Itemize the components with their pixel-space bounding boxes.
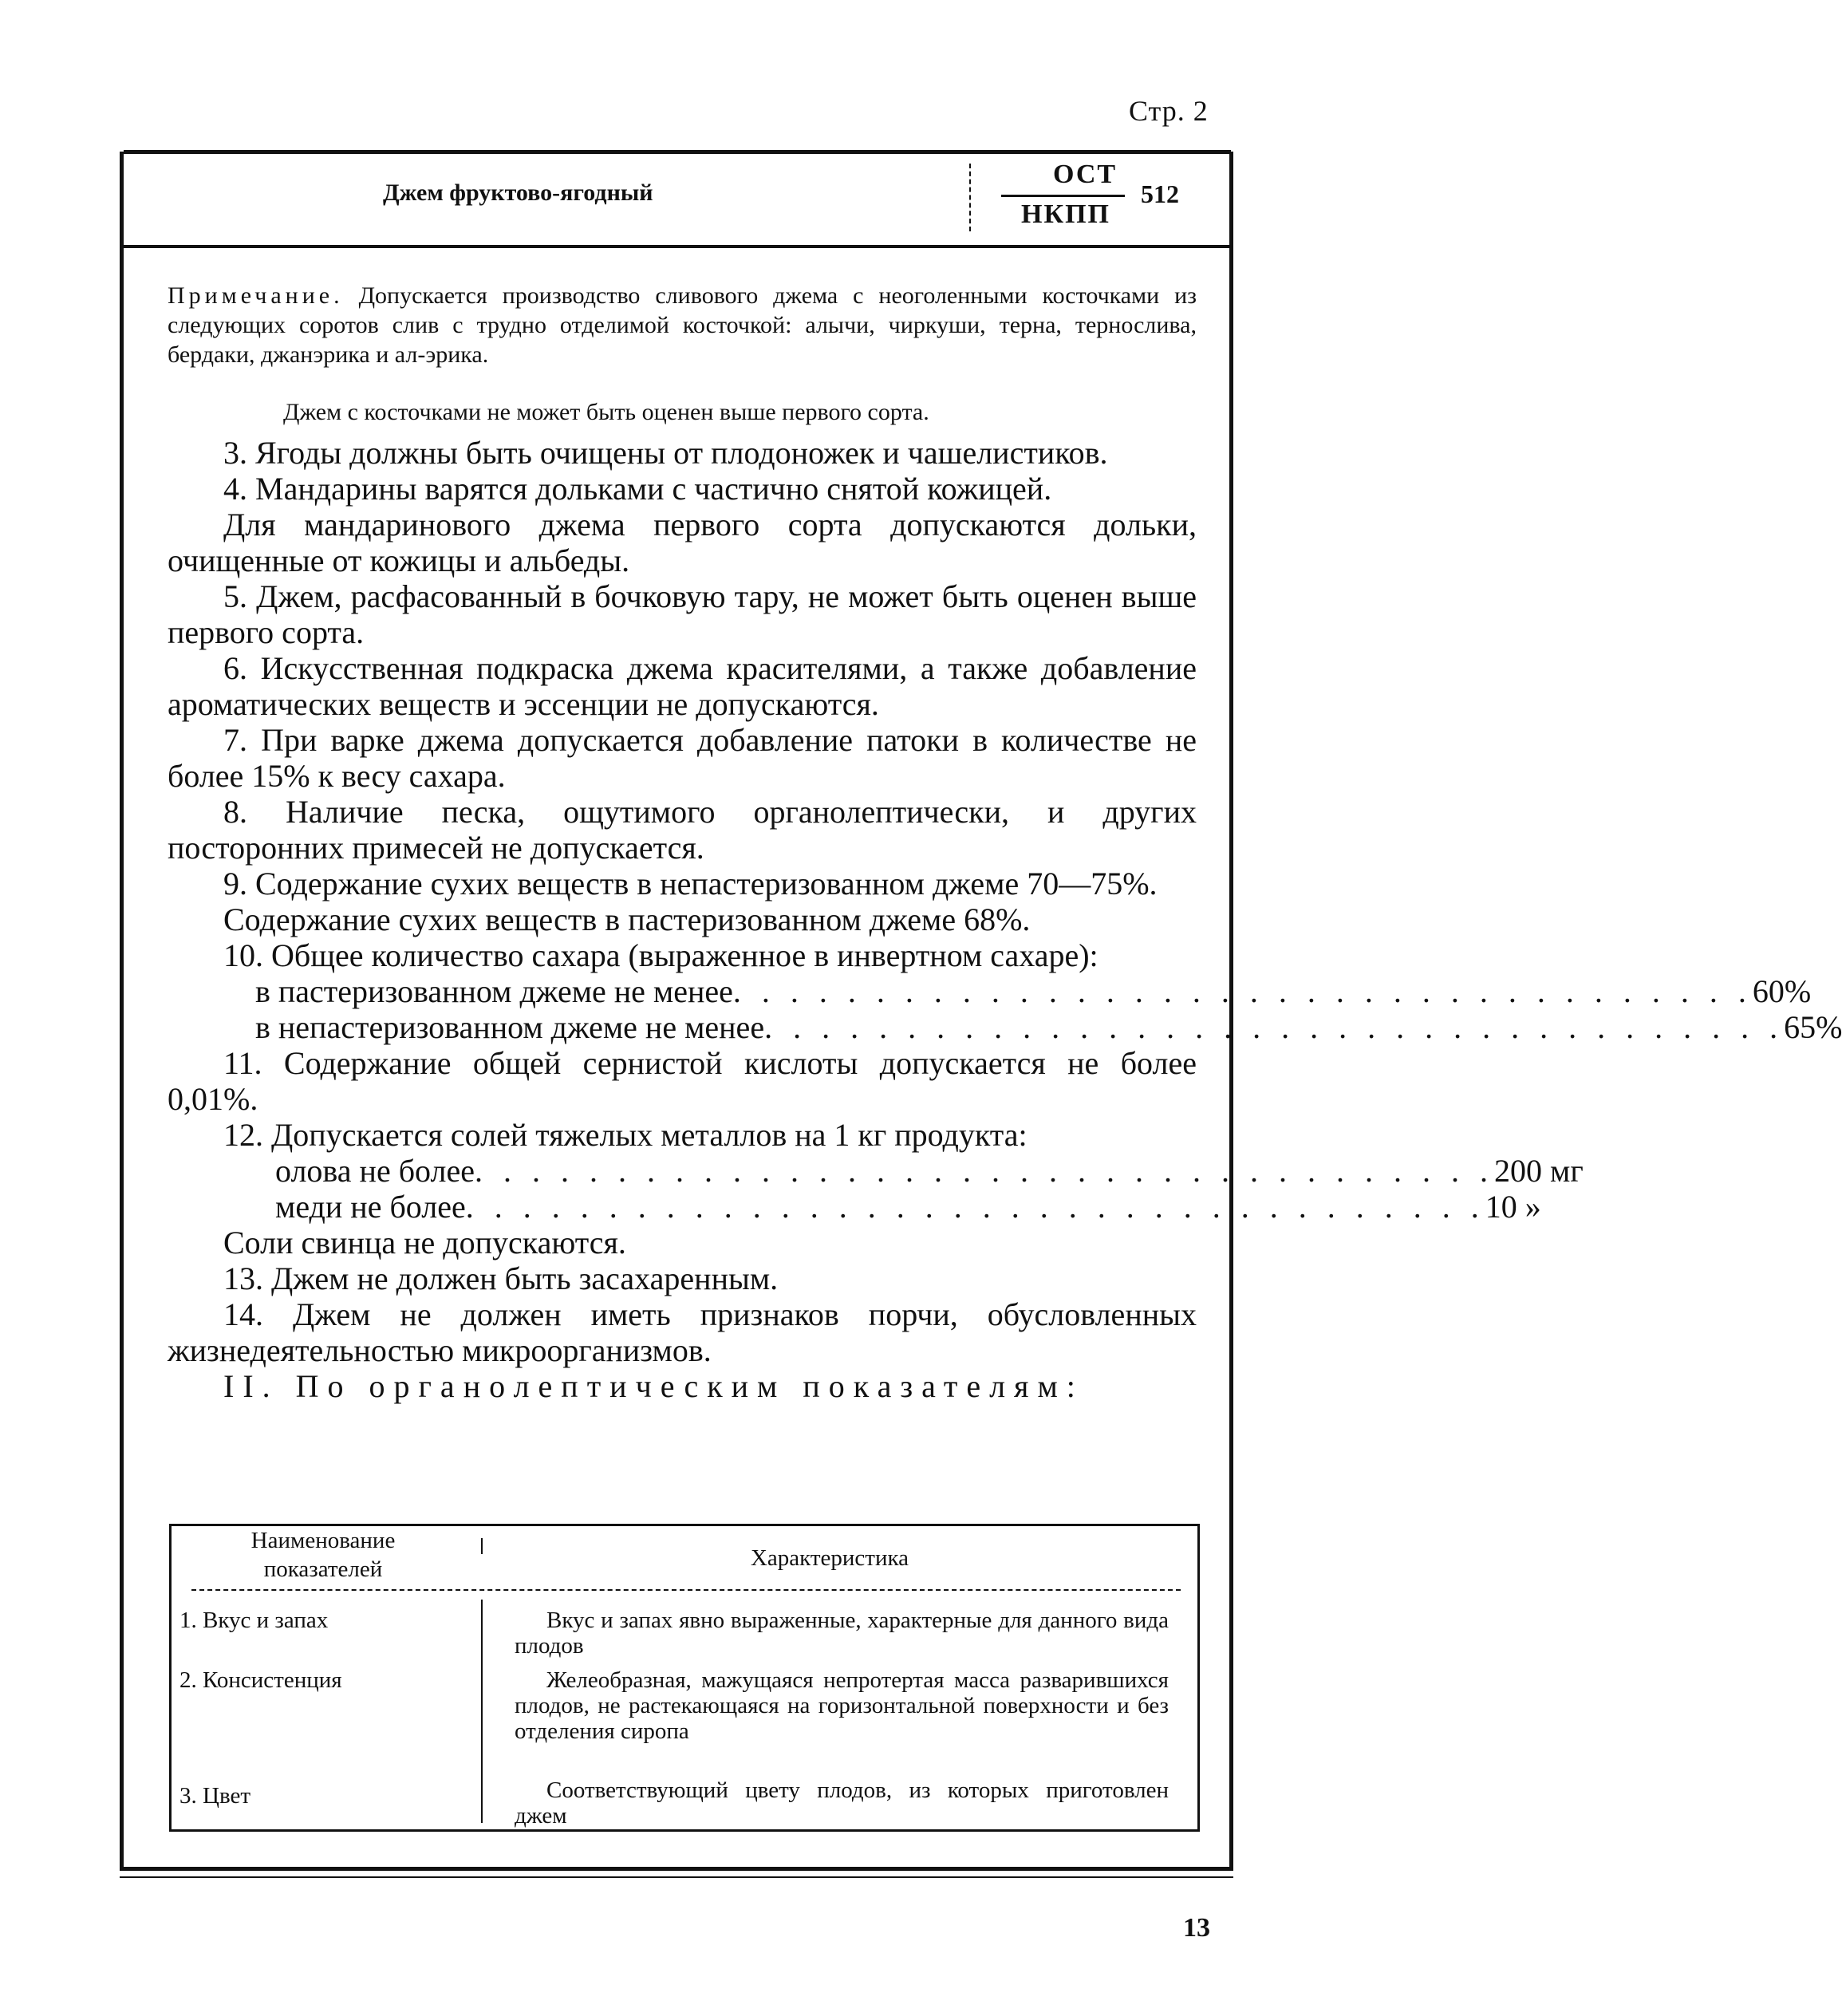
item-9: 9. Содержание сухих веществ в непастеризованном джеме 70—75%. [223,866,1158,901]
metal-row-tin: олова не более . . . . . . . . . . . . . . . . . . . . . . . . . . . . . . . . . . . . 200 мг [275,1153,1584,1189]
table-header-characteristic: Характеристика [750,1545,909,1571]
sugar-row-unpasteurized: в непастеризованном джеме не менее . . . . . . . . . . . . . . . . . . . . . . . . . . . . . . . . . . . . 65% [255,1009,1842,1045]
page-number: 13 [1183,1913,1210,1943]
standard-top: ОСТ [1053,160,1118,189]
standard-fraction-line [1001,195,1125,197]
table-column-rule [481,1600,483,1823]
table-row-name: 2. Консистенция [179,1667,342,1693]
item-13: 13. Джем не должен быть засахаренным. [223,1260,779,1296]
table-row-desc: Соответствующий цвету плодов, из которых приготовлен джем [515,1777,1169,1829]
frame-left-rule [120,152,124,1867]
note-paragraph [168,281,1197,369]
metal-row-copper: меди не более . . . . . . . . . . . . . . . . . . . . . . . . . . . . . . . . . . . . 10 » [275,1189,1541,1225]
table-row-desc: Вкус и запах явно выраженные, характерные для данного вида плодов [515,1608,1169,1659]
note-text-2: Джем с косточками не может быть оценен выше первого сорта. [283,399,929,425]
frame-bottom-rule-thin [120,1876,1233,1878]
table-row-desc: Желеобразная, мажущаяся непротертая масса разварившихся плодов, не растекающаяся на горизонтальной поверхности и без отделения сиропа [515,1667,1169,1744]
item-14: 14. Джем не должен иметь признаков порчи, обусловленных жизнедеятельностью микроорганизмов. [168,1296,1197,1368]
item-12: 12. Допускается солей тяжелых металлов на 1 кг продукта: [223,1117,1027,1153]
item-6: 6. Искусственная подкраска джема красителями, а также добавление ароматических веществ и эссенции не допускаются. [168,650,1197,722]
section-2-heading: II. По органолептическим показателям: [223,1368,1084,1404]
table-row-name: 1. Вкус и запах [179,1608,329,1633]
table-row-name: 3. Цвет [179,1783,251,1809]
item-4: 4. Мандарины варятся дольками с частично снятой кожицей. [223,471,1052,507]
item-7: 7. При варке джема допускается добавление патоки в количестве не более 15% к весу сахара. [168,722,1197,794]
item-12b: Соли свинца не допускаются. [223,1225,626,1260]
item-8: 8. Наличие песка, ощутимого органолептически, и других посторонних примесей не допускается. [168,794,1197,866]
requirements-body [168,435,1842,1404]
note-text: Допускается производство сливового джема с неоголенными косточками из следующих соротов слив с трудно отделимой косточкой: алычи, чиркуши, терна, тернослива, бердаки, джанэрика и ал-эрика. [168,282,1197,368]
item-9b: Содержание сухих веществ в пастеризованном джеме 68%. [223,901,1031,937]
item-10: 10. Общее количество сахара (выраженное в инвертном сахаре): [223,937,1098,973]
item-3: 3. Ягоды должны быть очищены от плодоножек и чашелистиков. [223,435,1108,471]
frame-bottom-rule [120,1867,1233,1871]
note-label: Примечание. [168,282,344,309]
page-label: Стр. 2 [1129,95,1209,127]
item-11: 11. Содержание общей сернистой кислоты допускается не более 0,01%. [168,1045,1197,1117]
standard-number: 512 [1141,180,1179,208]
document-title: Джем фруктово-ягодный [383,180,653,206]
table-header-rule [191,1589,1181,1591]
frame-top-rule [124,150,1231,154]
item-5: 5. Джем, расфасованный в бочковую тару, не может быть оценен выше первого сорта. [168,578,1197,650]
table-header-column-rule [481,1538,483,1554]
standard-bottom: НКПП [1021,199,1110,229]
header-divider [969,164,972,231]
item-4b: Для мандаринового джема первого сорта допускаются дольки, очищенные от кожицы и альбеды. [168,507,1197,578]
sugar-row-pasteurized: в пастеризованном джеме не менее . . . . . . . . . . . . . . . . . . . . . . . . . . . . . . . . . . . . 60% [255,973,1812,1009]
header-bottom-rule [124,245,1231,248]
table-header-name: Наименование показателей [250,1528,396,1582]
